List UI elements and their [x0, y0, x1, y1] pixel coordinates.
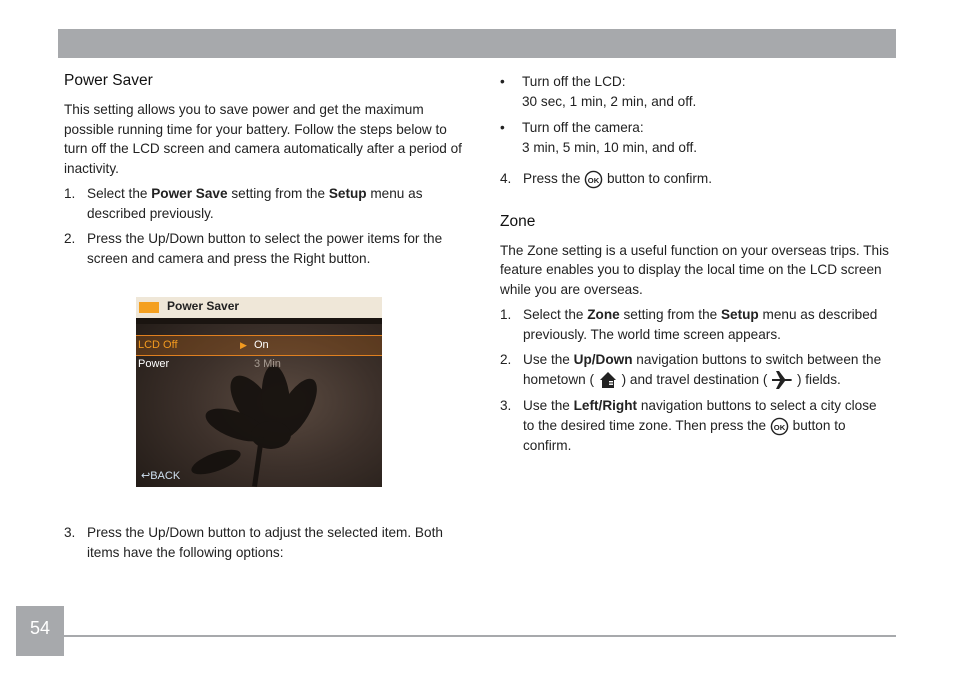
step-number: 4. [500, 171, 512, 186]
menu-row-label: Power [138, 358, 170, 370]
back-hint [141, 469, 180, 482]
step-text: Press the [523, 171, 585, 186]
step-number: 2. [64, 231, 76, 246]
step-bold: Zone [587, 307, 620, 323]
step-text: setting from the [227, 186, 329, 201]
step-4 [500, 169, 890, 189]
zone-intro: The Zone setting is a useful function on your overseas trips. This feature enables you to display the local time on the LCD screen while you are overseas. [500, 242, 889, 297]
left-column-bottom [64, 523, 464, 568]
home-icon [598, 370, 618, 390]
step-bold: Up/Down [573, 352, 633, 368]
header-bar [58, 29, 896, 58]
step-text: navigation buttons to switch between the hometown ( [523, 352, 882, 387]
step-2 [64, 229, 464, 268]
svg-text:OK: OK [588, 175, 600, 185]
back-arrow-icon: ↩ [141, 470, 151, 482]
ok-button-icon [770, 417, 789, 436]
footer-rule [64, 635, 896, 637]
key-icon [139, 302, 159, 313]
menu-row-value: 3 Min [254, 358, 281, 370]
power-saver-intro: This setting allows you to save power and get the maximum possible running time for your battery. Follow the steps below to turn off the LCD screen and camera automatically after a period of inactivity. [64, 102, 462, 176]
menu-row-label: LCD Off [138, 339, 178, 351]
svg-text:OK: OK [773, 422, 786, 432]
step-1 [64, 184, 464, 223]
airplane-icon [771, 370, 793, 390]
bullet-camera [500, 118, 890, 157]
ok-button-icon [584, 170, 603, 189]
step-text: setting from the [619, 307, 721, 323]
zone-step-3 [500, 396, 890, 455]
selection-arrow-icon: ▶ [240, 340, 247, 350]
step-3 [64, 523, 464, 562]
screen-divider [136, 318, 382, 324]
zone-step-1 [500, 305, 890, 344]
flower-silhouette [136, 297, 382, 487]
menu-row-lcd-off [136, 335, 382, 356]
left-column [64, 70, 464, 274]
step-text: Press the Up/Down button to select the power items for the screen and camera and press the Right button. [87, 231, 443, 266]
step-text: button to confirm. [523, 417, 846, 453]
step-text: Select the [523, 307, 588, 323]
bullet-line: Turn off the LCD: [522, 74, 626, 89]
step-text: Select the [87, 186, 152, 201]
step-text: button to confirm. [603, 171, 713, 186]
step-bold: Setup [720, 307, 759, 323]
bullet-line: 3 min, 5 min, 10 min, and off. [522, 139, 698, 155]
step-text: navigation buttons to select a city close to the desired time zone. Then press the [523, 398, 877, 433]
step-text: Press the Up/Down button to adjust the selected item. Both items have the following options: [87, 525, 443, 560]
step-bold: Setup [328, 186, 367, 201]
step-number: 2. [500, 352, 512, 368]
step-number: 1. [64, 186, 76, 201]
step-text: ) and travel destination ( [617, 371, 772, 387]
step-text: ) fields. [793, 371, 841, 387]
screen-title-bar [136, 297, 382, 318]
step-text: Use the [523, 398, 574, 414]
zone-step-2 [500, 350, 890, 390]
bullet-dot: • [500, 74, 505, 89]
bullet-line: Turn off the camera: [522, 120, 644, 135]
step-number: 1. [500, 307, 512, 323]
step-number: 3. [64, 525, 76, 540]
zone-heading: Zone [500, 212, 536, 230]
camera-screen-image [136, 297, 382, 487]
screen-title: Power Saver [167, 299, 240, 313]
step-text: menu as described previously. [87, 186, 423, 221]
back-label: BACK [150, 470, 181, 482]
menu-row-value: On [254, 339, 269, 351]
step-bold: Power Save [151, 186, 228, 201]
step-text: menu as described previously. The world time screen appears. [523, 307, 878, 342]
page-number: 54 [16, 606, 64, 656]
right-column [500, 72, 890, 461]
menu-row-power [136, 355, 382, 374]
bullet-lcd [500, 72, 890, 111]
bullet-line: 30 sec, 1 min, 2 min, and off. [522, 93, 697, 109]
bullet-dot: • [500, 120, 505, 135]
power-saver-heading: Power Saver [64, 72, 153, 89]
step-bold: Left/Right [573, 398, 638, 414]
step-number: 3. [500, 398, 512, 414]
step-text: Use the [523, 352, 574, 368]
